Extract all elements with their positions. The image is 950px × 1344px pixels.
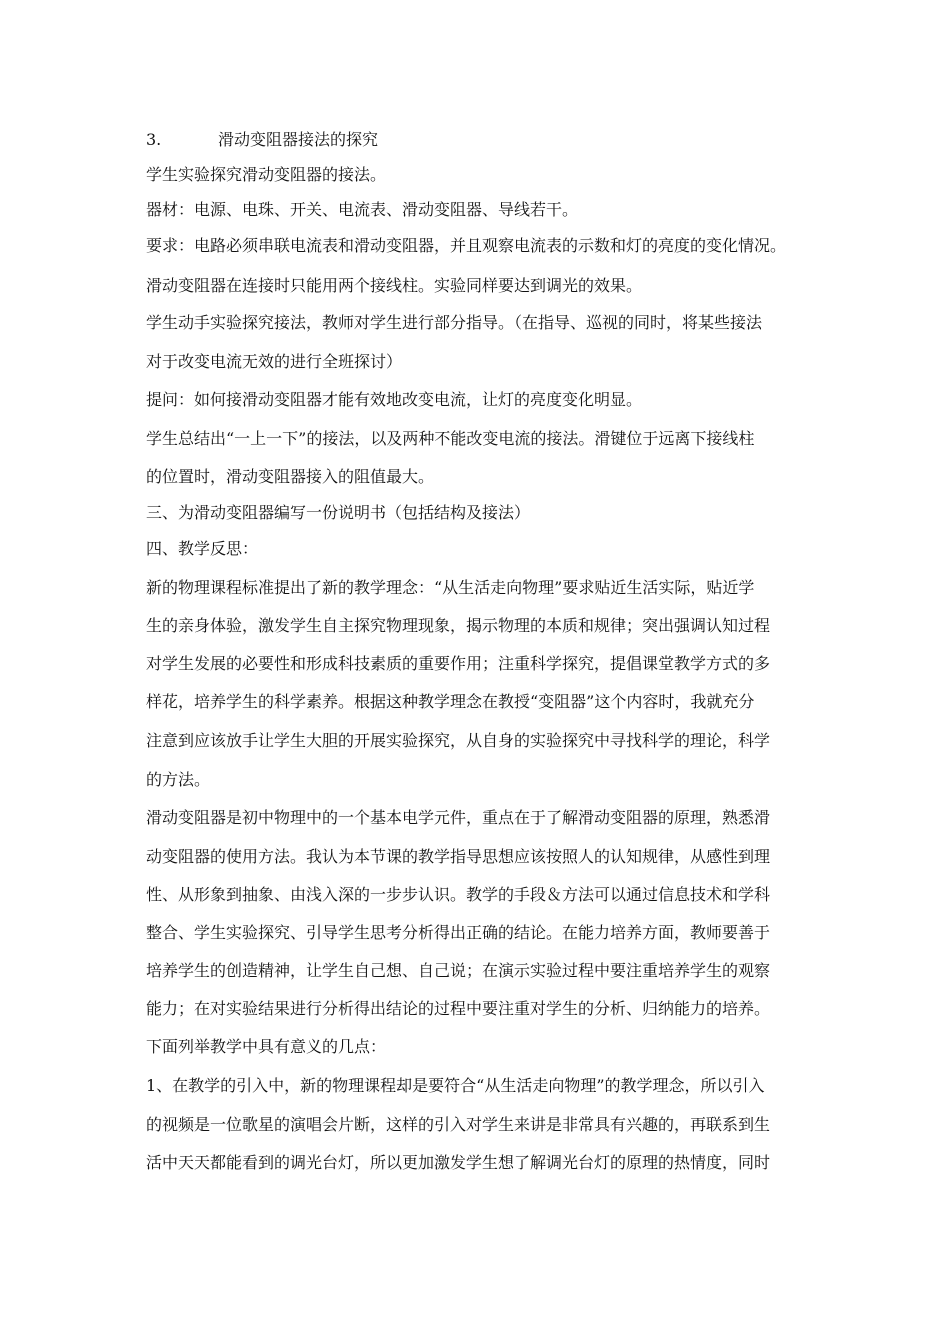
text-line: 学生动手实验探究接法，教师对学生进行部分指导。（在指导、巡视的同时，将某些接法: [146, 313, 763, 332]
text-line: 样花，培养学生的科学素养。根据这种教学理念在教授“变阻器”这个内容时，我就充分: [146, 692, 755, 711]
text-line: 滑动变阻器在连接时只能用两个接线柱。实验同样要达到调光的效果。: [146, 276, 643, 295]
text-line: 提问：如何接滑动变阻器才能有效地改变电流，让灯的亮度变化明显。: [146, 390, 643, 409]
text-line: 活中天天都能看到的调光台灯，所以更加激发学生想了解调光台灯的原理的热情度，同时: [146, 1153, 771, 1172]
text-line: 下面列举教学中具有意义的几点：: [146, 1037, 387, 1056]
section-title: 滑动变阻器接法的探究: [218, 130, 379, 149]
text-line: 培养学生的创造精神，让学生自己想、自己说；在演示实验过程中要注重培养学生的观察: [146, 961, 771, 980]
text-line: 三、为滑动变阻器编写一份说明书（包括结构及接法）: [146, 503, 531, 522]
text-line: 学生总结出“一上一下”的接法，以及两种不能改变电流的接法。滑键位于远离下接线柱: [146, 429, 755, 448]
section-number: 3.: [146, 130, 162, 149]
text-line: 对于改变电流无效的进行全班探讨）: [146, 352, 403, 371]
text-line: 四、教学反思：: [146, 539, 259, 558]
text-line: 的方法。: [146, 770, 211, 789]
text-line: 的视频是一位歌星的演唱会片断，这样的引入对学生来讲是非常具有兴趣的，再联系到生: [146, 1115, 771, 1134]
text-line: 动变阻器的使用方法。我认为本节课的教学指导思想应该按照人的认知规律，从感性到理: [146, 847, 771, 866]
text-line: 学生实验探究滑动变阻器的接法。: [146, 165, 387, 184]
text-line: 对学生发展的必要性和形成科技素质的重要作用；注重科学探究，提倡课堂教学方式的多: [146, 654, 771, 673]
text-line: 器材：电源、电珠、开关、电流表、滑动变阻器、导线若干。: [146, 200, 579, 219]
text-line: 性、从形象到抽象、由浅入深的一步步认识。教学的手段＆方法可以通过信息技术和学科: [146, 885, 771, 904]
text-line: 新的物理课程标准提出了新的教学理念：“从生活走向物理”要求贴近生活实际，贴近学: [146, 578, 755, 597]
text-line: 1、在教学的引入中，新的物理课程却是要符合“从生活走向物理”的教学理念，所以引入: [146, 1076, 765, 1095]
text-line: 滑动变阻器是初中物理中的一个基本电学元件，重点在于了解滑动变阻器的原理，熟悉滑: [146, 808, 771, 827]
text-line: 生的亲身体验，激发学生自主探究物理现象，揭示物理的本质和规律；突出强调认知过程: [146, 616, 771, 635]
text-line: 要求：电路必须串联电流表和滑动变阻器，并且观察电流表的示数和灯的亮度的变化情况。: [146, 236, 787, 255]
text-line: 整合、学生实验探究、引导学生思考分析得出正确的结论。在能力培养方面，教师要善于: [146, 923, 771, 942]
section-heading: [146, 130, 378, 150]
text-line: 的位置时，滑动变阻器接入的阻值最大。: [146, 467, 435, 486]
text-line: 注意到应该放手让学生大胆的开展实验探究，从自身的实验探究中寻找科学的理论，科学: [146, 731, 771, 750]
text-line: 能力；在对实验结果进行分析得出结论的过程中要注重对学生的分析、归纳能力的培养。: [146, 999, 771, 1018]
